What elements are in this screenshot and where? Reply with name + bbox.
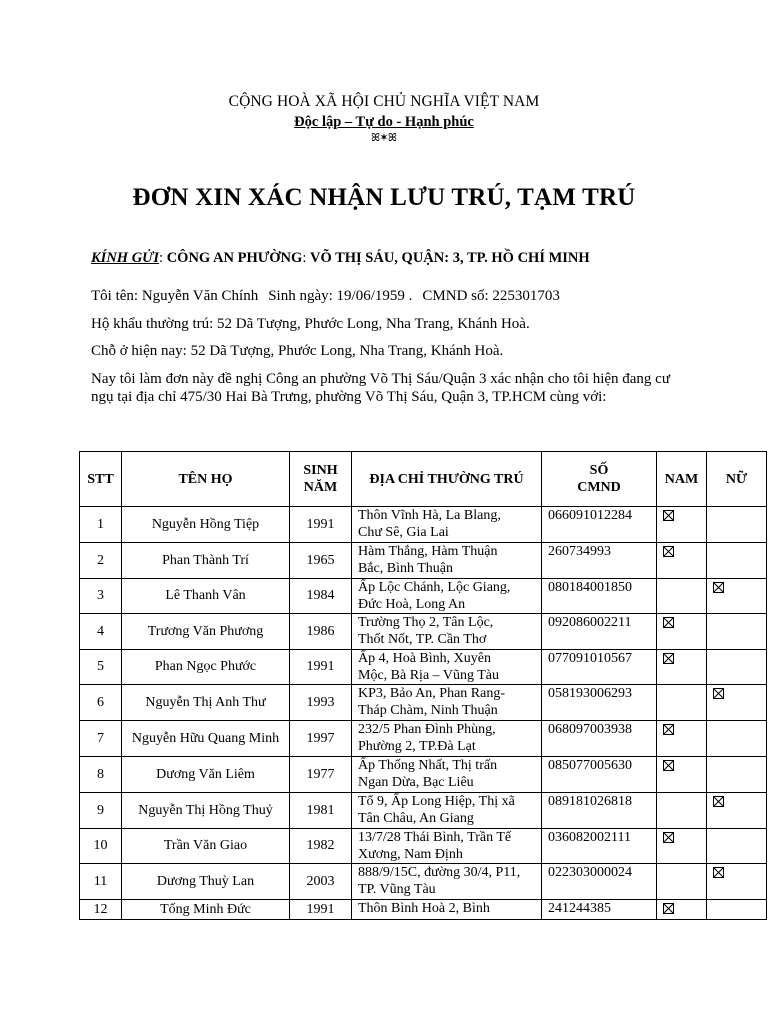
header-female: NỮ — [707, 452, 767, 507]
cell-name: Trương Văn Phương — [122, 614, 290, 650]
cell-address — [352, 793, 542, 829]
address-line-2: Thốt Nốt, TP. Cần Thơ — [358, 632, 487, 647]
address-line-1: Thôn Bình Hoà 2, Bình — [358, 901, 490, 916]
cell-stt: 6 — [80, 685, 122, 721]
cell-stt: 4 — [80, 614, 122, 650]
address-line-2: Xương, Nam Định — [358, 847, 463, 862]
recipient-sep: : — [159, 250, 167, 266]
cell-name: Nguyễn Hữu Quang Minh — [122, 721, 290, 757]
cell-address — [352, 721, 542, 757]
cell-address — [352, 579, 542, 614]
current-address: Chỗ ở hiện nay: 52 Dã Tượng, Phước Long, Nha Trang, Khánh Hoà. — [91, 343, 504, 359]
cell-birth-year: 1984 — [290, 579, 352, 614]
checked-box-icon — [663, 546, 674, 557]
table-row — [80, 507, 767, 543]
header-stt: STT — [80, 452, 122, 507]
cell-stt: 1 — [80, 507, 122, 543]
cell-female — [707, 685, 767, 721]
cell-address — [352, 757, 542, 793]
address-line-1: Hàm Thắng, Hàm Thuận — [358, 544, 498, 559]
cell-female — [707, 543, 767, 579]
table-header-row — [80, 452, 767, 507]
cell-female — [707, 864, 767, 900]
address-line-2: Bắc, Bình Thuận — [358, 561, 454, 576]
recipient-office: CÔNG AN PHƯỜNG — [166, 250, 303, 266]
cell-male — [657, 864, 707, 900]
cell-stt: 12 — [80, 900, 122, 920]
checked-box-icon — [663, 617, 674, 628]
cell-birth-year: 1997 — [290, 721, 352, 757]
cell-cmnd: 022303000024 — [542, 864, 657, 900]
cell-address — [352, 543, 542, 579]
table-row — [80, 864, 767, 900]
residents-table — [79, 451, 767, 920]
cell-birth-year: 1965 — [290, 543, 352, 579]
address-line-2: TP. Vũng Tàu — [358, 882, 436, 897]
cell-cmnd: 066091012284 — [542, 507, 657, 543]
cell-address — [352, 685, 542, 721]
motto: Độc lập – Tự do - Hạnh phúc — [294, 114, 474, 130]
address-line-2: Mộc, Bà Rịa – Vũng Tàu — [358, 668, 500, 683]
address-line-1: Thôn Vĩnh Hà, La Blang, — [358, 508, 501, 523]
cell-stt: 8 — [80, 757, 122, 793]
cell-male — [657, 829, 707, 864]
table-body — [80, 507, 767, 920]
cell-stt: 9 — [80, 793, 122, 829]
cell-female — [707, 507, 767, 543]
table-row — [80, 793, 767, 829]
cell-male — [657, 685, 707, 721]
cell-female — [707, 757, 767, 793]
cell-male — [657, 507, 707, 543]
cell-stt: 10 — [80, 829, 122, 864]
applicant-name: Tôi tên: Nguyễn Văn Chính — [91, 288, 259, 304]
document-title: ĐƠN XIN XÁC NHẬN LƯU TRÚ, TẠM TRÚ — [132, 184, 636, 211]
cell-address — [352, 900, 542, 920]
checked-box-icon — [663, 903, 674, 914]
cell-name: Dương Thuỳ Lan — [122, 864, 290, 900]
cell-male — [657, 793, 707, 829]
cell-name: Phan Thành Trí — [122, 543, 290, 579]
recipient-sep-2: : — [302, 250, 310, 266]
cell-birth-year: 1991 — [290, 507, 352, 543]
cell-male — [657, 721, 707, 757]
address-line-1: Ấp 4, Hoà Bình, Xuyên — [358, 651, 491, 666]
cell-cmnd: 036082002111 — [542, 829, 657, 864]
cell-female — [707, 650, 767, 685]
recipient-label: KÍNH GỬI — [91, 250, 160, 266]
address-line-2: Đức Hoà, Long An — [358, 597, 466, 612]
checked-box-icon — [663, 510, 674, 521]
cell-birth-year: 1993 — [290, 685, 352, 721]
address-line-1: Trường Thọ 2, Tân Lộc, — [358, 615, 494, 630]
cell-birth-year: 1991 — [290, 900, 352, 920]
table-row — [80, 721, 767, 757]
request-paragraph: Nay tôi làm đơn này đề nghị Công an phường Võ Thị Sáu/Quận 3 xác nhận cho tôi hiện đang cư ngụ tại địa chỉ 475/30 Hai Bà Trưng, phường Võ Thị Sáu, Quận 3, TP.HCM cùng với: — [91, 371, 670, 405]
cell-male — [657, 757, 707, 793]
header-address: ĐỊA CHỈ THƯỜNG TRÚ — [352, 452, 542, 507]
address-line-1: Tổ 9, Ấp Long Hiệp, Thị xã — [358, 794, 515, 809]
checked-box-icon — [663, 653, 674, 664]
cell-name: Trần Văn Giao — [122, 829, 290, 864]
cell-stt: 5 — [80, 650, 122, 685]
permanent-address: Hộ khẩu thường trú: 52 Dã Tượng, Phước Long, Nha Trang, Khánh Hoà. — [91, 316, 530, 332]
cell-cmnd: 092086002211 — [542, 614, 657, 650]
cell-name: Tống Minh Đức — [122, 900, 290, 920]
cell-cmnd: 077091010567 — [542, 650, 657, 685]
recipient-address: VÕ THỊ SÁU, QUẬN: 3, TP. HỒ CHÍ MINH — [309, 250, 590, 266]
checked-box-icon — [713, 867, 724, 878]
header-birth-year: SINH NĂM — [290, 452, 352, 507]
cell-stt: 2 — [80, 543, 122, 579]
cell-female — [707, 900, 767, 920]
table-row — [80, 543, 767, 579]
cell-address — [352, 507, 542, 543]
address-line-2: Phường 2, TP.Đà Lạt — [358, 739, 476, 754]
cell-cmnd: 241244385 — [542, 900, 657, 920]
checked-box-icon — [663, 760, 674, 771]
address-line-1: Ấp Thống Nhất, Thị trấn — [358, 758, 498, 773]
table-row — [80, 650, 767, 685]
cell-name: Dương Văn Liêm — [122, 757, 290, 793]
address-line-2: Ngan Dừa, Bạc Liêu — [358, 775, 474, 790]
table-row — [80, 900, 767, 920]
cell-male — [657, 579, 707, 614]
applicant-info-line — [91, 288, 560, 305]
checked-box-icon — [663, 832, 674, 843]
cell-cmnd: 058193006293 — [542, 685, 657, 721]
cell-male — [657, 543, 707, 579]
address-line-1: Ấp Lộc Chánh, Lộc Giang, — [358, 580, 511, 595]
cell-male — [657, 614, 707, 650]
cell-female — [707, 721, 767, 757]
checked-box-icon — [713, 796, 724, 807]
cell-female — [707, 579, 767, 614]
address-line-2: Tân Châu, An Giang — [358, 811, 474, 826]
address-line-1: 888/9/15C, đường 30/4, P11, — [358, 865, 521, 880]
cell-address — [352, 614, 542, 650]
cell-stt: 3 — [80, 579, 122, 614]
address-line-1: KP3, Bảo An, Phan Rang- — [358, 686, 505, 701]
recipient-line — [91, 250, 590, 267]
nation-header: CỘNG HOÀ XÃ HỘI CHỦ NGHĨA VIỆT NAM — [228, 93, 540, 110]
cell-name: Lê Thanh Vân — [122, 579, 290, 614]
table-row — [80, 685, 767, 721]
cell-birth-year: 1991 — [290, 650, 352, 685]
cell-female — [707, 829, 767, 864]
cell-female — [707, 614, 767, 650]
cell-birth-year: 1981 — [290, 793, 352, 829]
applicant-dob: Sinh ngày: 19/06/1959 . — [268, 288, 413, 304]
cell-name: Phan Ngọc Phước — [122, 650, 290, 685]
cell-female — [707, 793, 767, 829]
address-line-2: Chư Sê, Gia Lai — [358, 525, 449, 540]
cell-birth-year: 1982 — [290, 829, 352, 864]
table-row — [80, 579, 767, 614]
table-row — [80, 757, 767, 793]
checked-box-icon — [663, 724, 674, 735]
cell-stt: 11 — [80, 864, 122, 900]
cell-address — [352, 829, 542, 864]
cell-cmnd: 089181026818 — [542, 793, 657, 829]
ornament: ꕤ✶ꕤ — [371, 132, 397, 144]
cell-address — [352, 864, 542, 900]
header-name: TÊN HỌ — [122, 452, 290, 507]
cell-cmnd: 260734993 — [542, 543, 657, 579]
cell-birth-year: 2003 — [290, 864, 352, 900]
applicant-id: CMND số: 225301703 — [422, 288, 560, 304]
cell-name: Nguyễn Thị Hồng Thuỷ — [122, 793, 290, 829]
address-line-1: 13/7/28 Thái Bình, Trần Tế — [358, 830, 512, 845]
cell-male — [657, 650, 707, 685]
header-male: NAM — [657, 452, 707, 507]
cell-male — [657, 900, 707, 920]
cell-cmnd: 068097003938 — [542, 721, 657, 757]
cell-name: Nguyễn Thị Anh Thư — [122, 685, 290, 721]
header-cmnd: SỐ CMND — [542, 452, 657, 507]
table-row — [80, 614, 767, 650]
cell-birth-year: 1977 — [290, 757, 352, 793]
cell-name: Nguyễn Hồng Tiệp — [122, 507, 290, 543]
cell-address — [352, 650, 542, 685]
cell-birth-year: 1986 — [290, 614, 352, 650]
cell-stt: 7 — [80, 721, 122, 757]
address-line-2: Tháp Chàm, Ninh Thuận — [358, 703, 498, 718]
cell-cmnd: 080184001850 — [542, 579, 657, 614]
checked-box-icon — [713, 582, 724, 593]
cell-cmnd: 085077005630 — [542, 757, 657, 793]
address-line-1: 232/5 Phan Đình Phùng, — [358, 722, 496, 737]
checked-box-icon — [713, 688, 724, 699]
table-row — [80, 829, 767, 864]
